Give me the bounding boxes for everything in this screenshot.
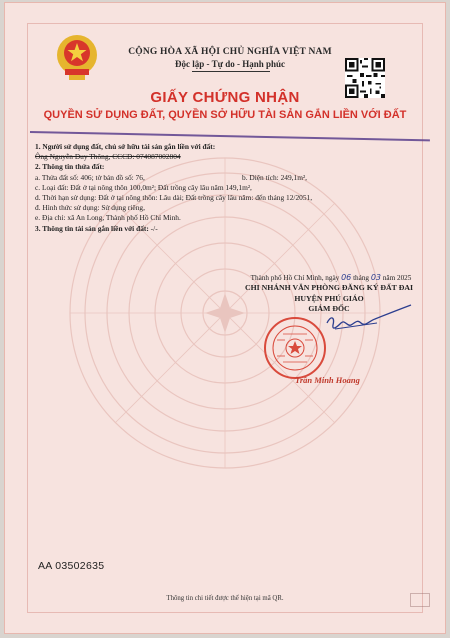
certificate-subtitle: QUYỀN SỬ DỤNG ĐẤT, QUYỀN SỞ HỮU TÀI SẢN GẮN LIỀN VỚI ĐẤT xyxy=(43,109,407,121)
national-emblem-icon xyxy=(55,33,99,83)
section-3-value: -/- xyxy=(148,223,158,233)
certificate-title: GIẤY CHỨNG NHẬN xyxy=(150,89,300,106)
parcel-address: e. Địa chỉ: xã An Long, Thành phố Hồ Chí Minh. xyxy=(35,213,181,223)
motto-underline xyxy=(192,71,270,72)
signing-date xyxy=(231,273,431,282)
usage-form: đ. Hình thức sử dụng: Sử dụng riêng, xyxy=(35,203,145,213)
date-month-label: tháng xyxy=(353,274,370,282)
qr-footer-note: Thông tin chi tiết được thể hiện tại mã QR. xyxy=(166,595,284,602)
date-month: 03 xyxy=(370,273,382,282)
owner-id: , CCCD: 074087002804 xyxy=(108,152,181,162)
date-year: năm 2025 xyxy=(382,274,412,282)
owner-line xyxy=(35,152,415,162)
corner-mark xyxy=(410,593,430,607)
director-signature xyxy=(305,303,415,343)
date-prefix: Thành phố Hồ Chí Minh, ngày xyxy=(250,274,340,282)
section-2-heading: 2. Thông tin thửa đất: xyxy=(35,162,105,172)
parcel-area: b. Diện tích: 249,1m², xyxy=(242,172,308,182)
agency-district: HUYỆN PHÚ GIÁO xyxy=(294,293,364,303)
parcel-row xyxy=(35,173,415,183)
certificate-body xyxy=(35,142,415,234)
land-type: c. Loại đất: Đất ở tại nông thôn 100,0m²; Đất trồng cây lâu năm 149,1m², xyxy=(35,182,252,192)
security-stripe xyxy=(30,131,430,141)
national-motto: Độc lập - Tự do - Hạnh phúc xyxy=(174,59,285,69)
section-3-line xyxy=(35,224,415,234)
parcel-number: a. Thửa đất số: 406; tờ bản đồ số: 76, xyxy=(35,172,145,182)
usage-term: d. Thời hạn sử dụng: Đất ở tại nông thôn: Lâu dài; Đất trồng cây lâu năm: đến tháng 12/2051, xyxy=(35,193,313,203)
date-day: 06 xyxy=(341,273,352,282)
national-name: CỘNG HÒA XÃ HỘI CHỦ NGHĨA VIỆT NAM xyxy=(128,47,332,57)
section-3-heading: 3. Thông tin tài sản gắn liền với đất: xyxy=(35,223,149,233)
signer-title: GIÁM ĐỐC xyxy=(308,304,350,313)
owner-name: Ông Nguyễn Duy Thông xyxy=(35,152,109,162)
certificate-page xyxy=(4,2,446,634)
signer-name: Trần Minh Hoang xyxy=(295,375,360,385)
agency-name: CHI NHÁNH VĂN PHÒNG ĐĂNG KÝ ĐẤT ĐAI xyxy=(244,283,413,292)
section-1-heading: 1. Người sử dụng đất, chủ sở hữu tài sản gắn liền với đất: xyxy=(35,142,216,151)
serial-number: AA 03502635 xyxy=(38,560,105,572)
